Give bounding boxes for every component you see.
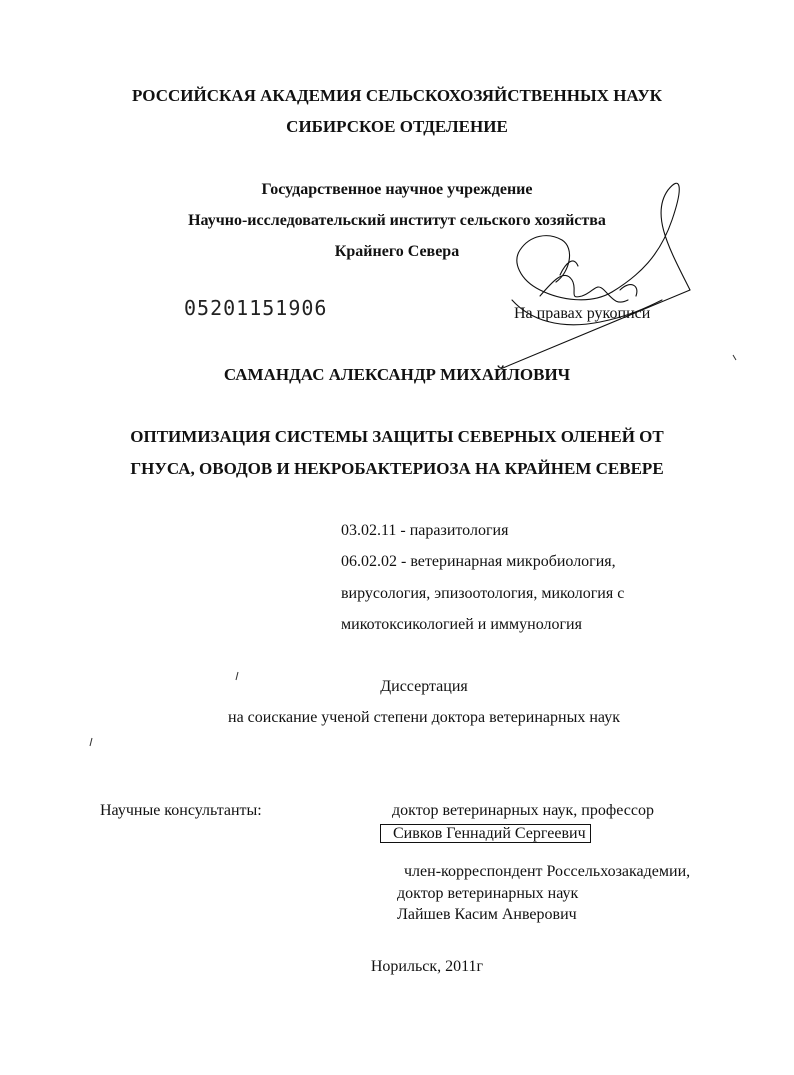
specialty-line-1: 03.02.11 - паразитология: [341, 522, 509, 539]
institute-name: Научно-исследовательский институт сельского хозяйства: [188, 212, 606, 229]
manuscript-note: На правах рукописи: [514, 305, 651, 322]
degree: на соискание ученой степени доктора ветеринарных наук: [228, 709, 620, 726]
consultant-1-name: Сивков Геннадий Сергеевич: [380, 824, 591, 843]
place-year: Норильск, 2011г: [370, 958, 484, 975]
title-line-1: ОПТИМИЗАЦИЯ СИСТЕМЫ ЗАЩИТЫ СЕВЕРНЫХ ОЛЕНЕЙ ОТ: [130, 427, 664, 446]
work-type: Диссертация: [380, 678, 468, 695]
title-line-2: ГНУСА, ОВОДОВ И НЕКРОБАКТЕРИОЗА НА КРАЙНЕМ СЕВЕРЕ: [130, 459, 664, 478]
consultant-1-name-box: [380, 824, 591, 844]
institute-region: Крайнего Севера: [334, 243, 460, 260]
registry-number: 05201151906: [184, 296, 328, 320]
consultant-2-title-1: член-корреспондент Россельхозакадемии,: [404, 863, 691, 880]
consultant-1-title: доктор ветеринарных наук, профессор: [392, 802, 654, 819]
consultant-2-title-2: доктор ветеринарных наук: [397, 885, 579, 902]
institution-type: Государственное научное учреждение: [261, 181, 533, 198]
specialty-line-3: вирусология, эпизоотология, микология с: [341, 585, 625, 602]
consultant-2-name: Лайшев Касим Анверович: [397, 906, 577, 923]
specialty-line-4: микотоксикологией и иммунология: [341, 616, 582, 633]
author-name: САМАНДАС АЛЕКСАНДР МИХАЙЛОВИЧ: [223, 365, 571, 384]
branch-name: СИБИРСКОЕ ОТДЕЛЕНИЕ: [286, 117, 508, 136]
academy-name: РОССИЙСКАЯ АКАДЕМИЯ СЕЛЬСКОХОЗЯЙСТВЕННЫХ НАУК: [131, 86, 662, 105]
consultants-label: Научные консультанты:: [100, 802, 262, 819]
specialty-line-2: 06.02.02 - ветеринарная микробиология,: [341, 553, 616, 570]
